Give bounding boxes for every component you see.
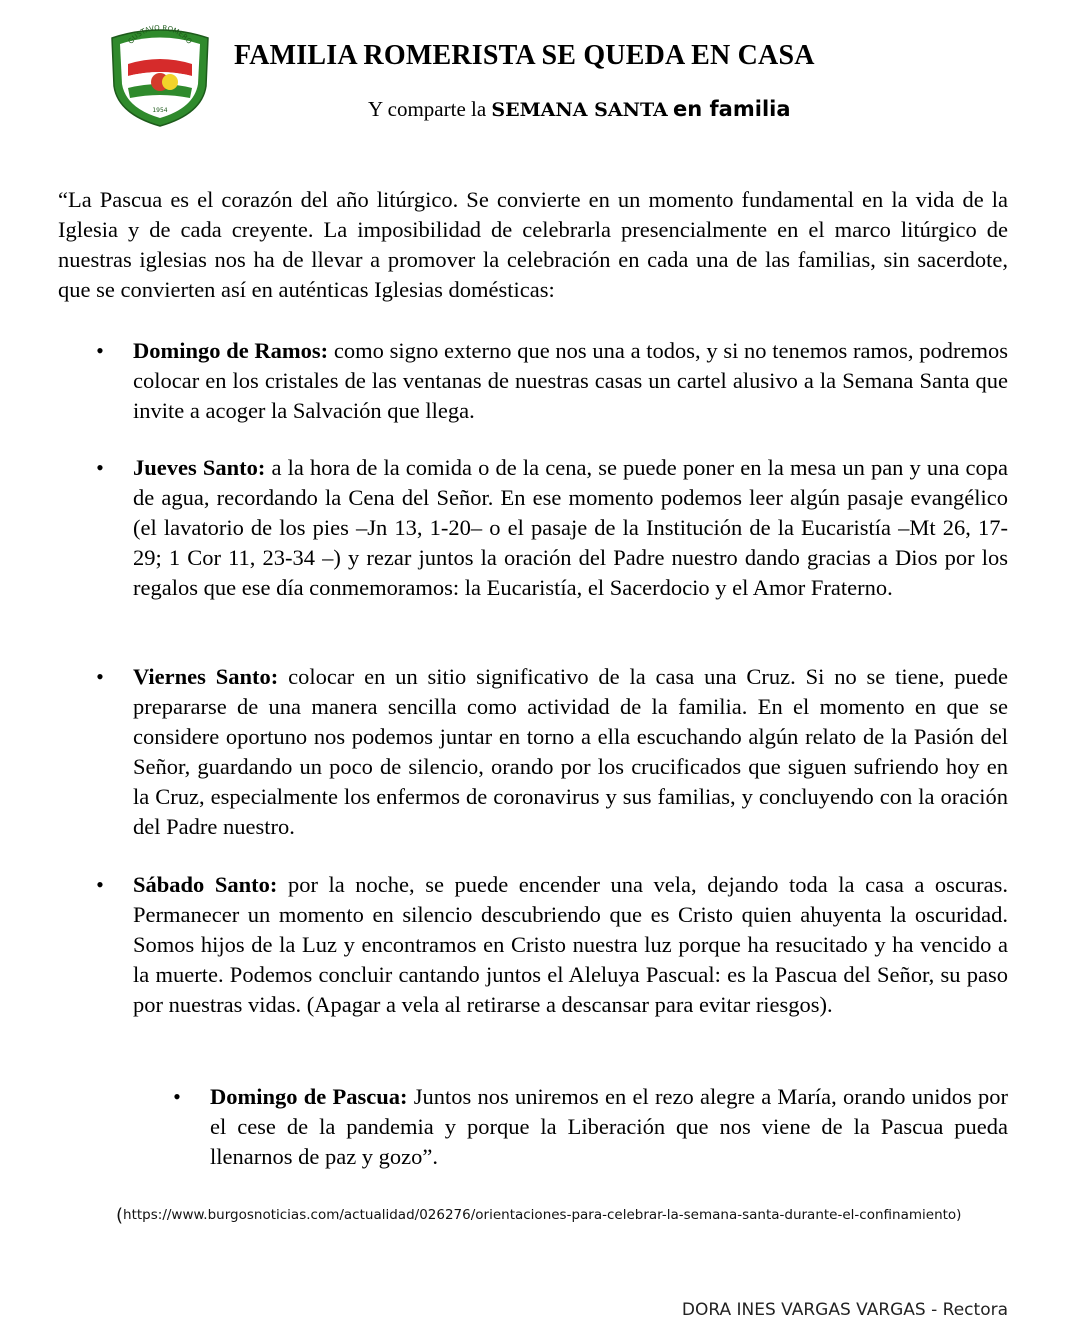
bullet-icon: • xyxy=(96,338,104,363)
item-text: colocar en un sitio significativo de la casa una Cruz. Si no se tiene, puede prepararse de una manera sencilla como actividad de la familia. En el momento en que se considere oportuno nos podemos juntar en torno a ella escuchando algún relato de la Pasión del Señor, guardando un poco de silencio, orando por los crucificados que siguen sufriendo hoy en la Cruz, especialmente los enfermos de coronavirus y sus familias, y concluyendo con la oración del Padre nuestro. xyxy=(133,664,1008,839)
item-heading: Domingo de Ramos: xyxy=(133,338,329,363)
intro-paragraph: “La Pascua es el corazón del año litúrgico. Se convierte en un momento fundamental en la vida de la Iglesia y de cada creyente. La imposibilidad de celebrarla presencialmente en el marco litúrgico de nuestras iglesias nos ha de llevar a promover la celebración en cada una de las familias, sin sacerdote, que se convierten así en auténticas Iglesias domésticas: xyxy=(58,187,1008,302)
item-heading: Domingo de Pascua: xyxy=(210,1084,408,1109)
item-text: Juntos nos uniremos en el rezo alegre a María, orando unidos por el cese de la pandemia y porque la Liberación que nos viene de la Pascua pueda llenarnos de paz y gozo”. xyxy=(210,1084,1009,1169)
bullet-icon: • xyxy=(96,872,104,897)
source-citation xyxy=(116,1205,961,1226)
item-heading: Sábado Santo: xyxy=(133,872,278,897)
logo-arc-text: GUSTAVO ROMERO xyxy=(126,24,194,46)
page-title: FAMILIA ROMERISTA SE QUEDA EN CASA xyxy=(234,40,815,71)
list-item-jueves-santo xyxy=(96,453,1009,603)
list-item-sabado-santo xyxy=(96,870,1009,1020)
list-item-viernes-santo xyxy=(96,662,1008,842)
bullet-icon: • xyxy=(96,664,104,689)
subtitle-prefix: Y comparte la xyxy=(368,97,487,121)
list-item-domingo-pascua xyxy=(173,1082,1009,1172)
logo-year: 1954 xyxy=(152,107,168,114)
source-open-paren: ( xyxy=(116,1205,124,1226)
item-heading: Jueves Santo: xyxy=(133,455,266,480)
item-text: por la noche, se puede encender una vela, dejando toda la casa a oscuras. Permanecer un momento en silencio descubriendo que es Cristo quien ahuyenta la oscuridad. Somos hijos de la Luz y encontramos en Cristo nuestra luz porque ha resucitado y ha vencido a la muerte. Podemos concluir cantando juntos el Aleluya Pascual: es la Pascua del Señor, su paso por nuestras vidas. (Apagar a vela al retirarse a descansar para evitar riesgos). xyxy=(133,872,1009,1017)
bullet-icon: • xyxy=(96,455,104,480)
page-subtitle xyxy=(368,97,791,122)
source-url: https://www.burgosnoticias.com/actualidad/026276/orientaciones-para-celebrar-la-semana-santa-durante-el-confinamiento) xyxy=(123,1207,962,1223)
bullet-icon: • xyxy=(173,1084,181,1109)
item-heading: Viernes Santo: xyxy=(133,664,279,689)
signature: DORA INES VARGAS VARGAS - Rectora xyxy=(681,1300,1008,1320)
school-logo xyxy=(106,24,214,128)
item-text: como signo externo que nos una a todos, y si no tenemos ramos, podremos colocar en los cristales de las ventanas de nuestras casas un cartel alusivo a la Semana Santa que invite a acoger la Salvación que llega. xyxy=(133,338,1009,423)
item-text: a la hora de la comida o de la cena, se puede poner en la mesa un pan y una copa de agua, recordando la Cena del Señor. En ese momento podemos leer algún pasaje evangélico (el lavatorio de los pies –Jn 13, 1-20– o el pasaje de la Institución de la Eucaristía –Mt 26, 17-29; 1 Cor 11, 23-34 –) y rezar juntos la oración del Padre nuestro dando gracias a Dios por los regalos que ese día conmemoramos: la Eucaristía, el Sacerdocio y el Amor Fraterno. xyxy=(133,455,1009,600)
subtitle-tail: en familia xyxy=(673,97,791,121)
subtitle-highlight: SEMANA SANTA xyxy=(491,99,668,121)
list-item-domingo-ramos xyxy=(96,336,1009,426)
